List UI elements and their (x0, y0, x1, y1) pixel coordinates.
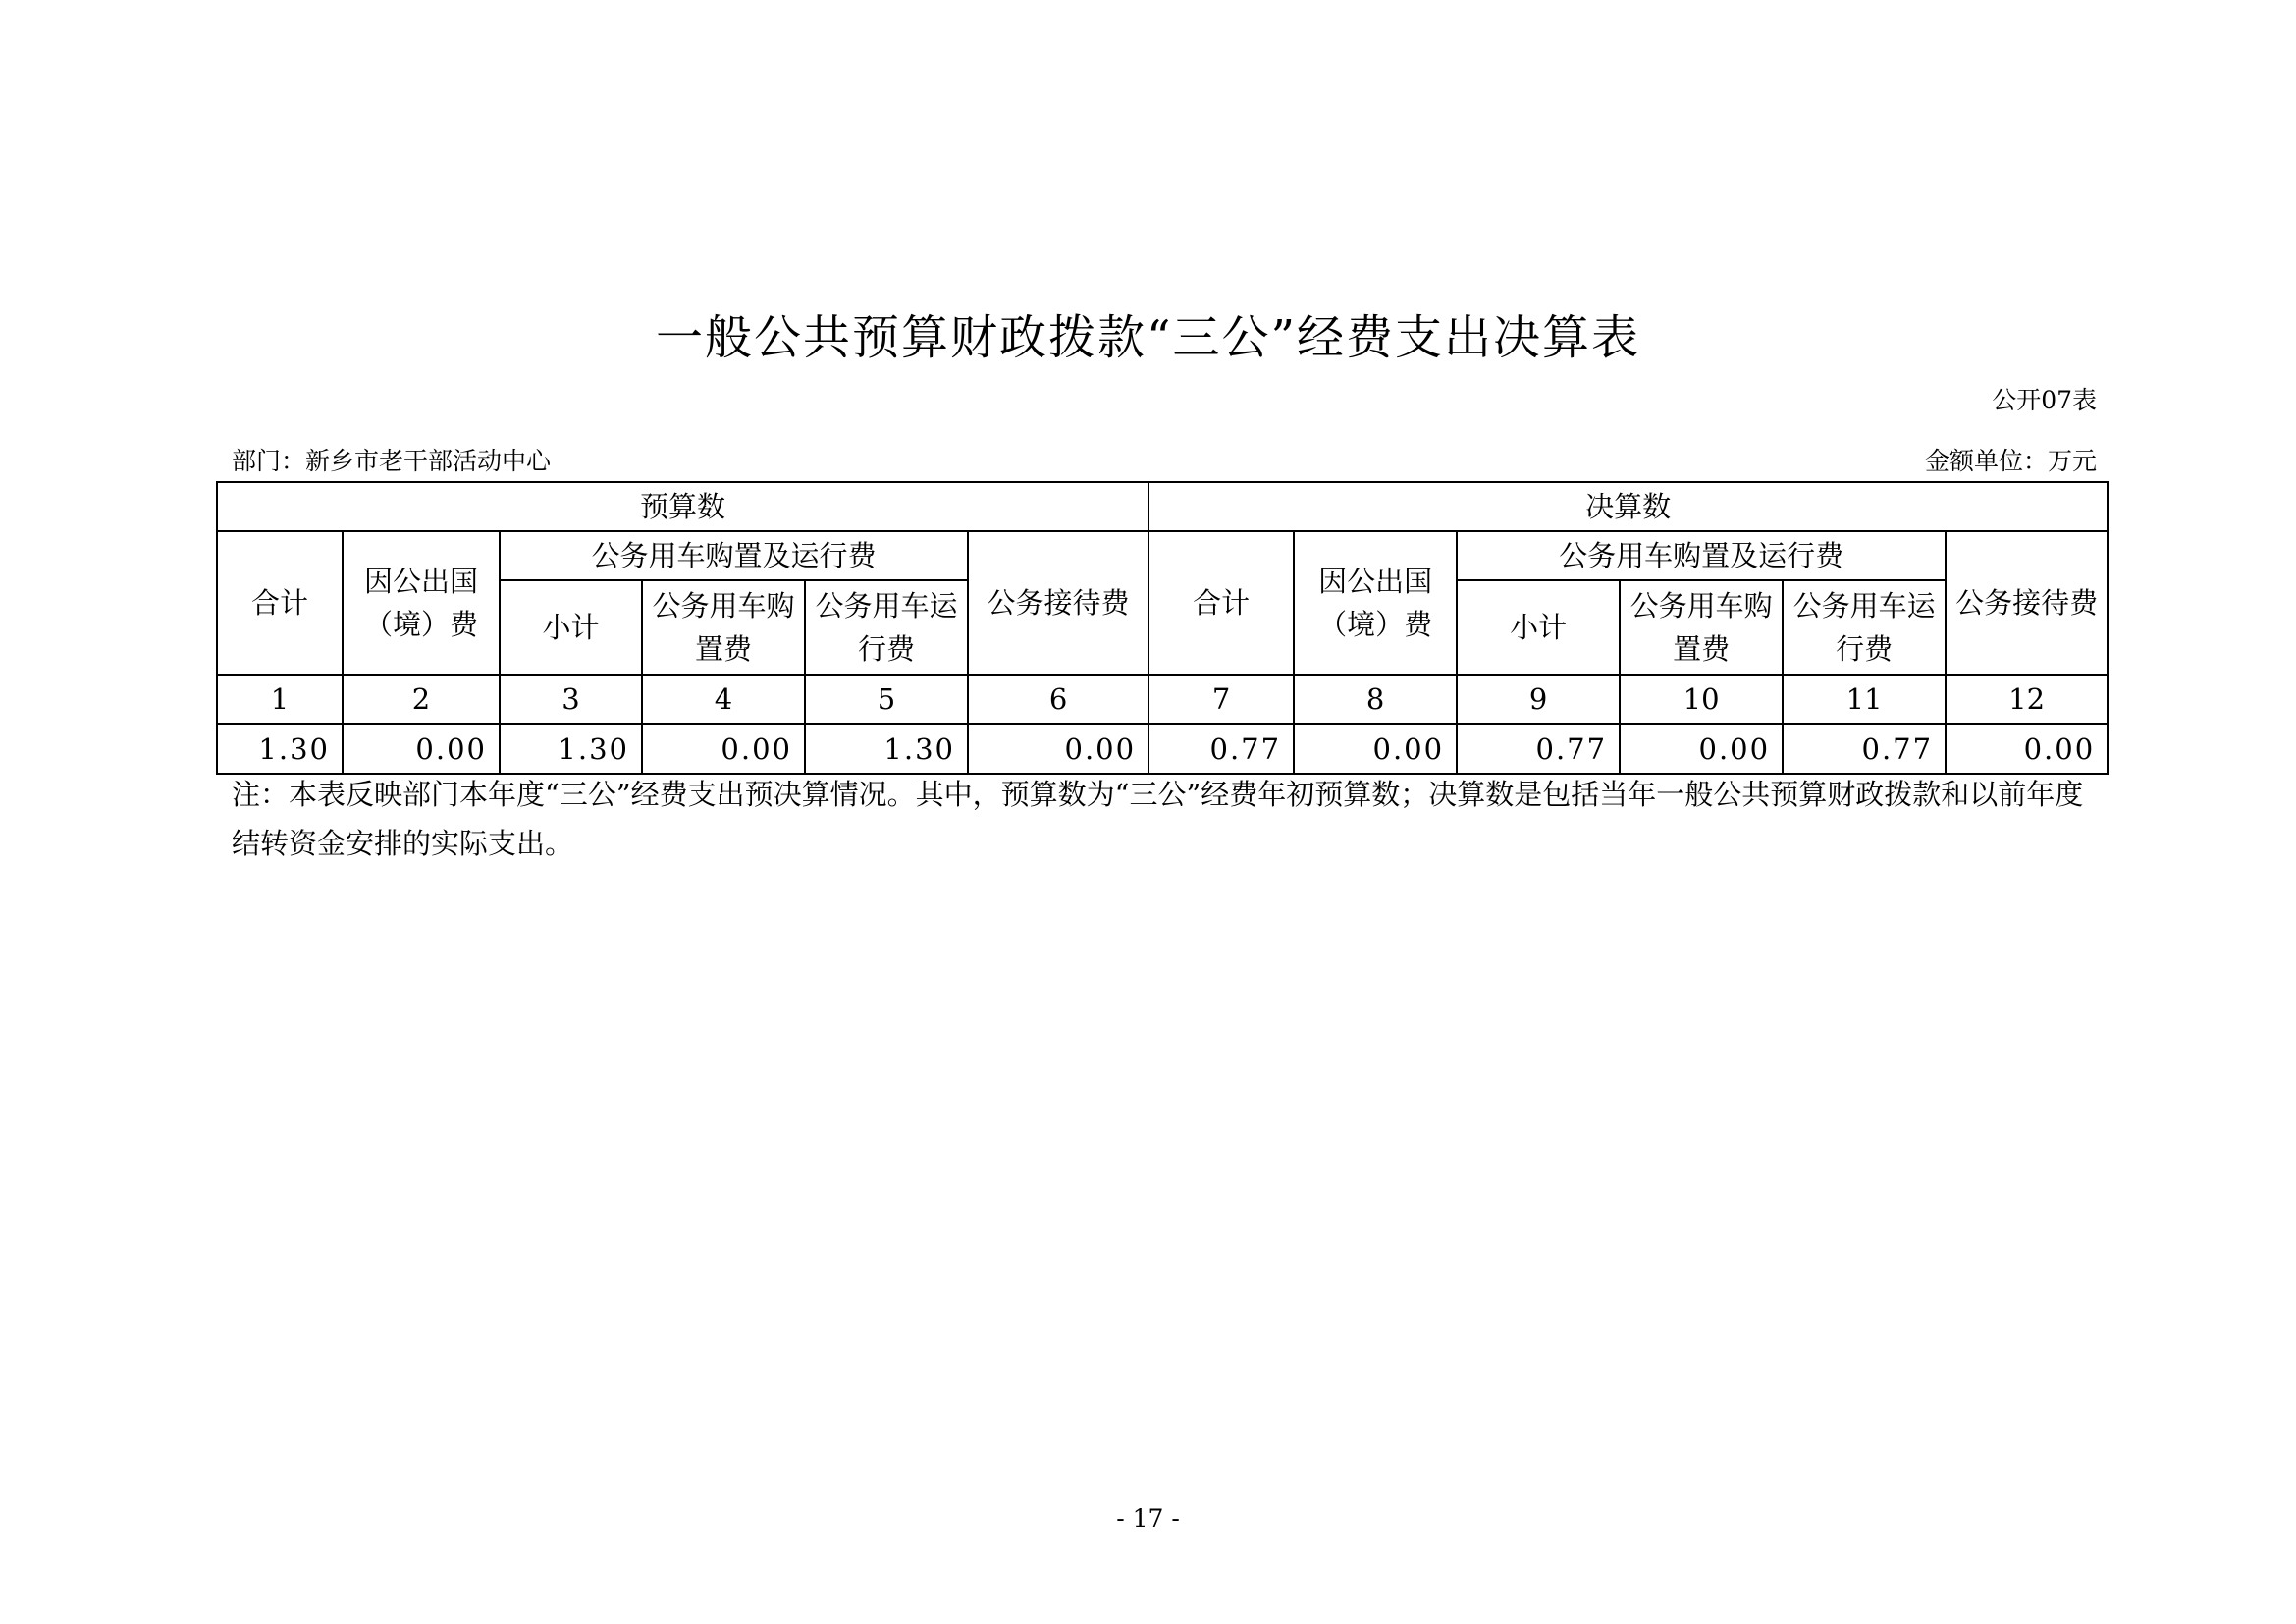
final-group-header: 决算数 (1148, 482, 2108, 531)
page-number: - 17 - (1116, 1504, 1180, 1533)
value-cell: 0.77 (1457, 724, 1620, 774)
column-number: 1 (217, 675, 343, 724)
value-cell: 0.00 (1294, 724, 1457, 774)
unit-label: 金额单位：万元 (1924, 447, 2097, 475)
value-cell: 1.30 (217, 724, 343, 774)
department-label: 部门：新乡市老干部活动中心 (232, 447, 552, 475)
column-number: 9 (1457, 675, 1620, 724)
column-number: 8 (1294, 675, 1457, 724)
final-vehicle-group-header: 公务用车购置及运行费 (1457, 531, 1946, 580)
form-code: 公开07表 (1992, 386, 2097, 414)
final-vehicle-operation-header: 公务用车运行费 (1783, 580, 1946, 675)
budget-group-header: 预算数 (217, 482, 1148, 531)
value-cell: 0.00 (1620, 724, 1783, 774)
budget-abroad-header: 因公出国（境）费 (343, 531, 500, 675)
final-vehicle-purchase-header: 公务用车购置费 (1620, 580, 1783, 675)
value-cell: 0.00 (968, 724, 1148, 774)
column-number-row (217, 675, 2108, 724)
value-cell: 0.00 (642, 724, 805, 774)
value-cell: 0.00 (343, 724, 500, 774)
column-number: 4 (642, 675, 805, 724)
budget-vehicle-group-header: 公务用车购置及运行费 (500, 531, 968, 580)
budget-subtotal-header: 小计 (500, 580, 642, 675)
column-number: 10 (1620, 675, 1783, 724)
budget-total-header: 合计 (217, 531, 343, 675)
three-public-expenses-table (216, 481, 2109, 775)
final-subtotal-header: 小计 (1457, 580, 1620, 675)
budget-reception-header: 公务接待费 (968, 531, 1148, 675)
column-number: 3 (500, 675, 642, 724)
page-title: 一般公共预算财政拨款“三公”经费支出决算表 (655, 310, 1641, 365)
column-number: 7 (1148, 675, 1294, 724)
budget-vehicle-operation-header: 公务用车运行费 (805, 580, 968, 675)
value-cell: 1.30 (805, 724, 968, 774)
value-row (217, 724, 2108, 774)
final-reception-header: 公务接待费 (1946, 531, 2108, 675)
value-cell: 1.30 (500, 724, 642, 774)
column-number: 5 (805, 675, 968, 724)
column-header-row (217, 531, 2108, 580)
column-number: 6 (968, 675, 1148, 724)
column-number: 2 (343, 675, 500, 724)
budget-vehicle-purchase-header: 公务用车购置费 (642, 580, 805, 675)
value-cell: 0.77 (1148, 724, 1294, 774)
table-note: 注：本表反映部门本年度“三公”经费支出预决算情况。其中，预算数为“三公”经费年初预算数；决算数是包括当年一般公共预算财政拨款和以前年度结转资金安排的实际支出。 (232, 778, 2084, 860)
column-number: 11 (1783, 675, 1946, 724)
value-cell: 0.00 (1946, 724, 2108, 774)
group-header-row (217, 482, 2108, 531)
value-cell: 0.77 (1783, 724, 1946, 774)
final-abroad-header: 因公出国（境）费 (1294, 531, 1457, 675)
final-total-header: 合计 (1148, 531, 1294, 675)
column-number: 12 (1946, 675, 2108, 724)
